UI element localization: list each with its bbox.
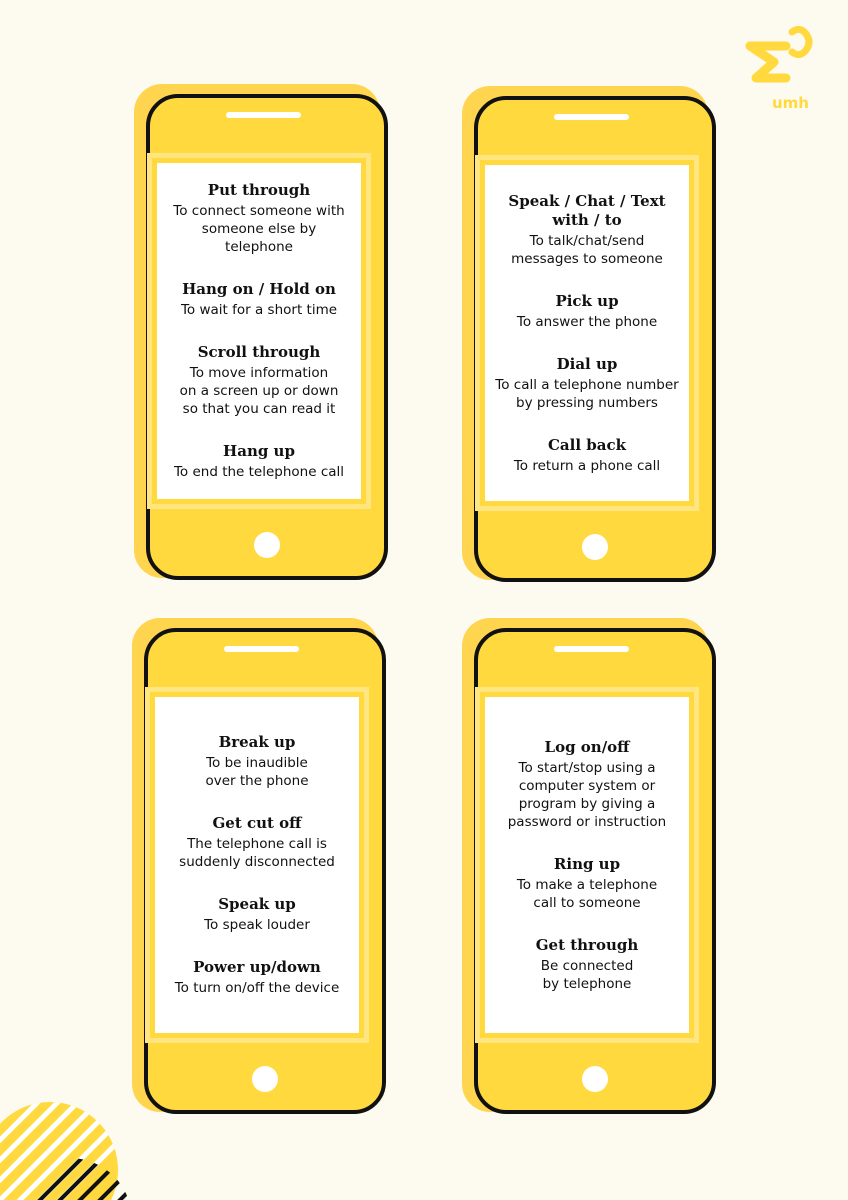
phone-speaker	[226, 112, 301, 118]
phone-card-2	[474, 96, 732, 592]
definition: To make a telephone call to someone	[516, 876, 658, 911]
phrasal-verb-entry	[167, 343, 351, 418]
logo-text: umh	[772, 94, 809, 112]
term: Speak / Chat / Text with / to	[508, 191, 666, 229]
term: Break up	[218, 733, 296, 751]
phrasal-verb-entry	[167, 442, 351, 481]
term: Call back	[547, 435, 626, 454]
definition: To wait for a short time	[180, 302, 338, 318]
definition: Be connected by telephone	[540, 957, 634, 992]
phrasal-verb-entry	[495, 936, 679, 993]
definition: To be inaudible over the phone	[205, 755, 309, 789]
phrasal-verb-entry	[495, 738, 679, 831]
definition: To answer the phone	[516, 313, 658, 330]
term: Power up/down	[193, 958, 321, 976]
definition: To call a telephone number by pressing numbers	[495, 376, 679, 411]
term: Get cut off	[212, 814, 302, 832]
definition: To return a phone call	[513, 457, 661, 474]
phone-home-button	[254, 532, 280, 558]
definition: To move information on a screen up or down so that you can read it	[179, 365, 339, 417]
phone-card-4	[474, 628, 732, 1124]
phone-speaker	[224, 646, 299, 652]
phone-speaker	[554, 646, 629, 652]
term: Ring up	[553, 854, 621, 873]
phone-home-button	[582, 534, 608, 560]
definition: To talk/chat/send messages to someone	[511, 232, 663, 267]
phrasal-verb-entry	[495, 355, 679, 412]
phrasal-verb-entry	[165, 895, 349, 934]
definition: To connect someone with someone else by telephone	[173, 203, 345, 255]
phrasal-verb-entry	[495, 855, 679, 912]
definition: To turn on/off the device	[174, 980, 340, 996]
term: Dial up	[556, 354, 618, 373]
phrasal-verb-entry	[165, 814, 349, 871]
term: Log on/off	[544, 737, 630, 756]
phone-card-3	[144, 628, 402, 1124]
phone-home-button	[252, 1066, 278, 1092]
phone-speaker	[554, 114, 629, 120]
phone-card-1	[146, 94, 404, 590]
phone-screen	[480, 160, 694, 506]
term: Put through	[207, 181, 311, 199]
phrasal-verb-entry	[165, 733, 349, 790]
definition: To end the telephone call	[173, 464, 345, 480]
striped-circle-decoration	[0, 1070, 140, 1200]
phrasal-verb-entry	[167, 280, 351, 319]
definition: To speak louder	[204, 917, 310, 933]
term: Pick up	[555, 291, 619, 310]
phrasal-verb-entry	[165, 958, 349, 997]
definition: The telephone call is suddenly disconnected	[179, 836, 335, 870]
phone-screen	[150, 692, 364, 1038]
definition: To start/stop using a computer system or program by giving a password or instruction	[507, 759, 667, 830]
phrasal-verb-entry	[495, 192, 679, 268]
phrasal-verb-entry	[495, 436, 679, 475]
term: Speak up	[218, 895, 296, 913]
phone-home-button	[582, 1066, 608, 1092]
umh-logo	[742, 22, 814, 114]
term: Hang up	[223, 442, 295, 460]
term: Scroll through	[197, 343, 321, 361]
phone-screen	[152, 158, 366, 504]
term: Get through	[535, 935, 639, 954]
phone-screen	[480, 692, 694, 1038]
phrasal-verb-entry	[495, 292, 679, 331]
term: Hang on / Hold on	[182, 280, 336, 298]
phrasal-verb-entry	[167, 181, 351, 256]
